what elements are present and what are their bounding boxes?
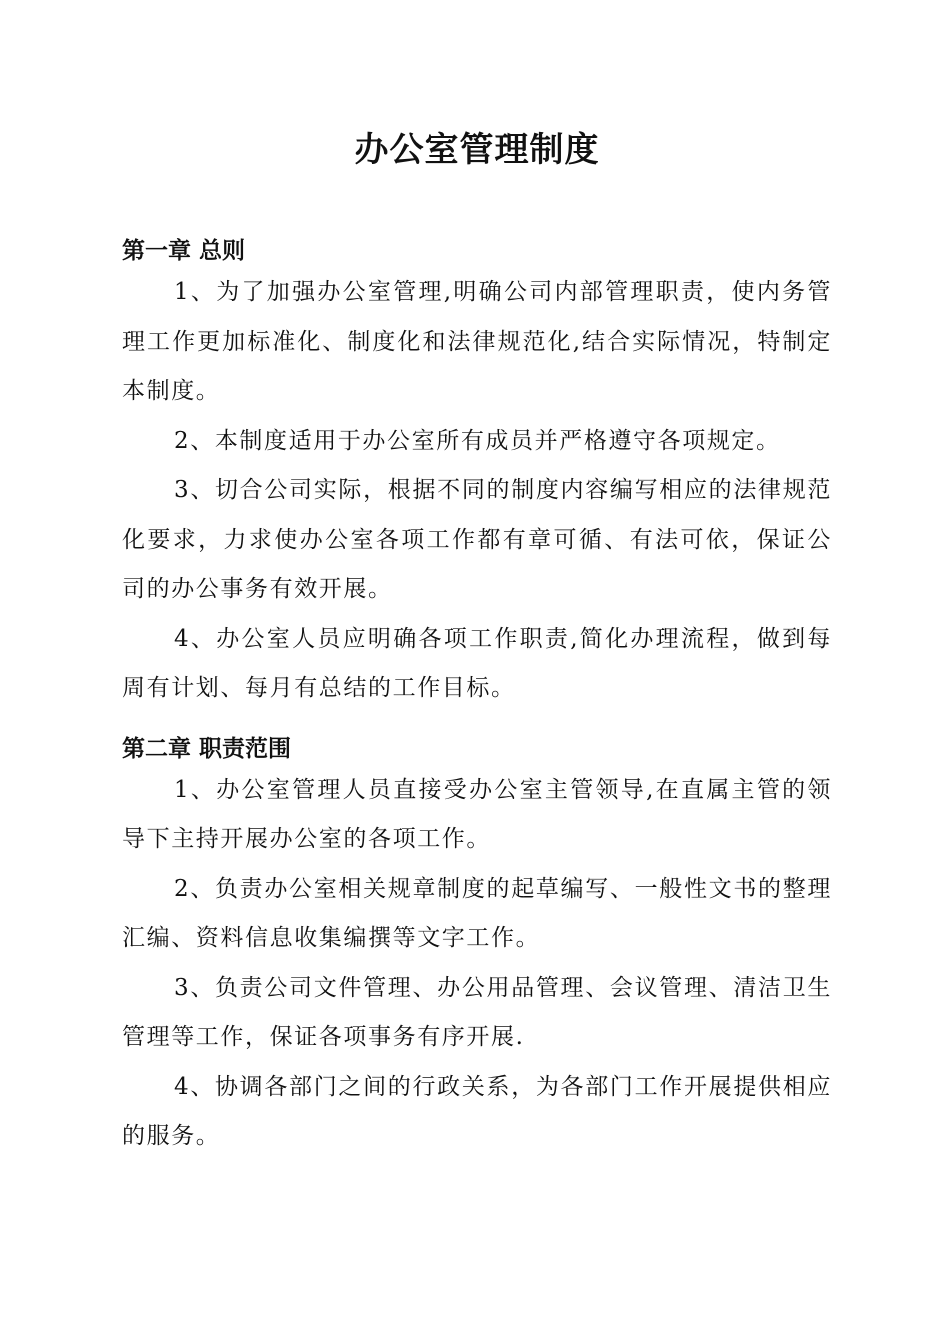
chapter-1-heading: 第一章 总则	[122, 238, 246, 264]
chapter-1-paragraph-1: 1、为了加强办公室管理,明确公司内部管理职责，使内务管理工作更加标准化、制度化和法律规范化,结合实际情况，特制定本制度。	[122, 279, 832, 404]
chapter-2-paragraph-4: 4、协调各部门之间的行政关系，为各部门工作开展提供相应的服务。	[122, 1073, 832, 1149]
chapter-1-section	[122, 234, 832, 714]
chapter-2-section	[122, 732, 832, 1162]
document-title: 办公室管理制度	[354, 130, 600, 170]
chapter-2-paragraph-1: 1、办公室管理人员直接受办公室主管领导,在直属主管的领导下主持开展办公室的各项工作。	[122, 776, 832, 852]
chapter-2-heading: 第二章 职责范围	[122, 735, 292, 762]
chapter-1-paragraph-2: 2、本制度适用于办公室所有成员并严格遵守各项规定。	[174, 427, 781, 454]
chapter-1-paragraph-4: 4、办公室人员应明确各项工作职责,简化办理流程，做到每周有计划、每月有总结的工作目标。	[122, 625, 832, 701]
chapter-2-paragraph-3: 3、负责公司文件管理、办公用品管理、会议管理、清洁卫生管理等工作，保证各项事务有序开展.	[122, 974, 832, 1050]
chapter-2-paragraph-2: 2、负责办公室相关规章制度的起草编写、一般性文书的整理汇编、资料信息收集编撰等文字工作。	[122, 875, 832, 951]
chapter-1-paragraph-3: 3、切合公司实际，根据不同的制度内容编写相应的法律规范化要求，力求使办公室各项工作都有章可循、有法可依，保证公司的办公事务有效开展。	[122, 477, 832, 602]
